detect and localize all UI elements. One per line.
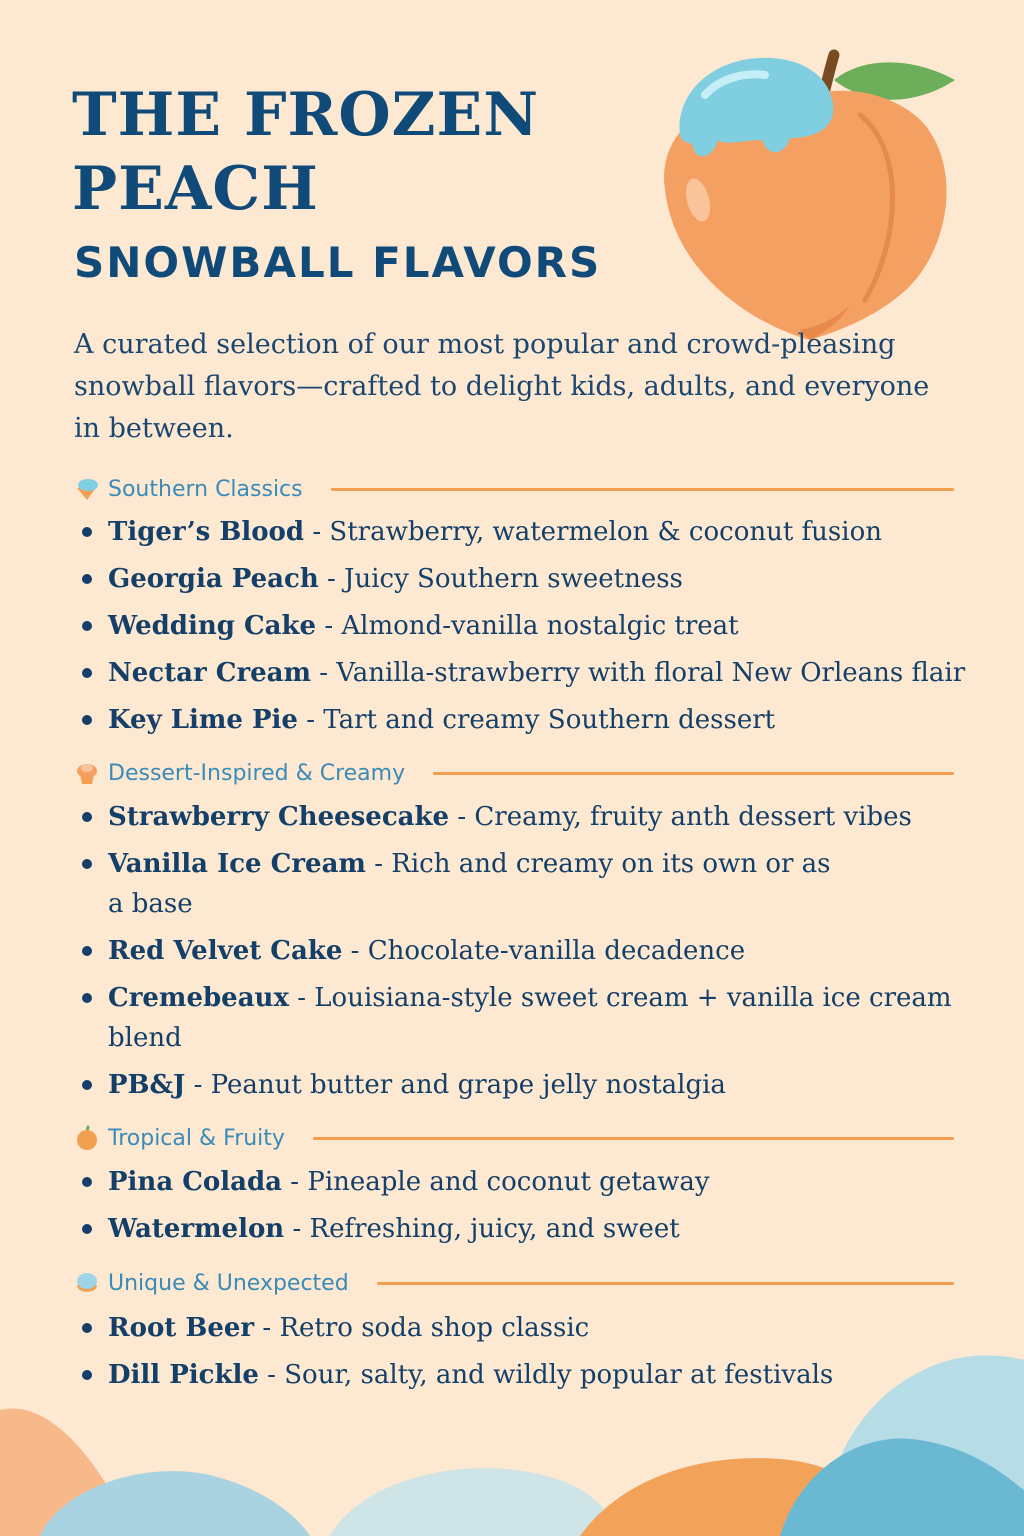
section-divider (313, 1137, 954, 1140)
flavor-description: - Retro soda shop classic (254, 1313, 590, 1343)
flavor-list-dessert-inspired (80, 797, 970, 1112)
flavor-description: - Almond-vanilla nostalgic treat (316, 611, 739, 641)
flavor-description: - Creamy, fruity anth dessert vibes (449, 802, 912, 832)
snowball-cone-icon (74, 476, 100, 502)
flavor-description: - Tart and creamy Southern dessert (297, 705, 776, 735)
list-item (80, 1065, 970, 1105)
flavor-name: Pina Colada (108, 1167, 283, 1197)
bullet-icon (82, 946, 92, 956)
bullet-icon (82, 1224, 92, 1234)
bullet-icon (82, 574, 92, 584)
flavor-name: Georgia Peach (108, 564, 319, 594)
flavor-name: Cremebeaux (108, 983, 289, 1013)
flavor-description: - Strawberry, watermelon & coconut fusion (304, 517, 882, 547)
flavor-description: - Refreshing, juicy, and sweet (284, 1214, 680, 1244)
cupcake-icon (74, 760, 100, 786)
orange-fruit-icon (74, 1125, 100, 1151)
flavor-description: - Chocolate-vanilla decadence (342, 936, 746, 966)
list-item (80, 700, 970, 740)
flavor-name: PB&J (108, 1070, 186, 1100)
bullet-icon (82, 1177, 92, 1187)
flavor-description: - Sour, salty, and wildly popular at festivals (258, 1360, 834, 1390)
page-title: THE FROZEN PEACH (72, 80, 540, 224)
bullet-icon (82, 621, 92, 631)
flavor-list-tropical-fruity (80, 1162, 970, 1256)
page-subtitle: SNOWBALL FLAVORS (74, 238, 602, 287)
flavor-description: - Vanilla-strawberry with floral New Orleans flair (311, 658, 966, 688)
bullet-icon (82, 812, 92, 822)
section-header-dessert-inspired (74, 758, 954, 788)
section-label: Tropical & Fruity (108, 1125, 285, 1151)
list-item (80, 512, 970, 552)
flavor-list-southern-classics (80, 512, 970, 747)
flavor-name: Dill Pickle (108, 1360, 259, 1390)
list-item (80, 931, 970, 971)
section-divider (433, 772, 954, 775)
section-divider (331, 488, 954, 491)
peach-snowball-icon (650, 40, 970, 350)
flavor-description: - Louisiana-style sweet cream + vanilla ice cream blend (108, 983, 952, 1053)
section-divider (377, 1282, 954, 1285)
decorative-waves (0, 1290, 1024, 1536)
flavor-description: - Peanut butter and grape jelly nostalgia (185, 1070, 726, 1100)
section-header-tropical-fruity (74, 1123, 954, 1153)
flavor-description: - Rich and creamy on its own or as a base (108, 849, 831, 919)
flavor-description: - Juicy Southern sweetness (318, 564, 683, 594)
flavor-name: Red Velvet Cake (108, 936, 343, 966)
list-item (80, 606, 970, 646)
flavor-name: Root Beer (108, 1313, 255, 1343)
flavor-name: Tiger’s Blood (108, 517, 305, 547)
flavor-name: Nectar Cream (108, 658, 312, 688)
section-label: Southern Classics (108, 476, 303, 502)
list-item (80, 978, 970, 1058)
list-item (80, 797, 970, 837)
bullet-icon (82, 1080, 92, 1090)
list-item (80, 844, 848, 924)
flavor-name: Watermelon (108, 1214, 285, 1244)
flavor-description: - Pineaple and coconut getaway (282, 1167, 710, 1197)
flavor-name: Key Lime Pie (108, 705, 298, 735)
bullet-icon (82, 859, 92, 869)
section-label: Dessert-Inspired & Creamy (108, 760, 406, 786)
intro-text: A curated selection of our most popular and crowd-pleasing snowball flavors—crafted to delight kids, adults, and everyone in between. (74, 329, 930, 444)
list-item (80, 1162, 970, 1202)
list-item (80, 1209, 970, 1249)
bullet-icon (82, 993, 92, 1003)
bullet-icon (82, 715, 92, 725)
bullet-icon (82, 668, 92, 678)
section-header-southern-classics (74, 474, 954, 504)
flavor-name: Strawberry Cheesecake (108, 802, 450, 832)
list-item (80, 559, 970, 599)
flavor-name: Vanilla Ice Cream (108, 849, 366, 879)
list-item (80, 653, 970, 693)
section-label: Unique & Unexpected (108, 1270, 349, 1296)
bullet-icon (82, 527, 92, 537)
flavor-name: Wedding Cake (108, 611, 317, 641)
